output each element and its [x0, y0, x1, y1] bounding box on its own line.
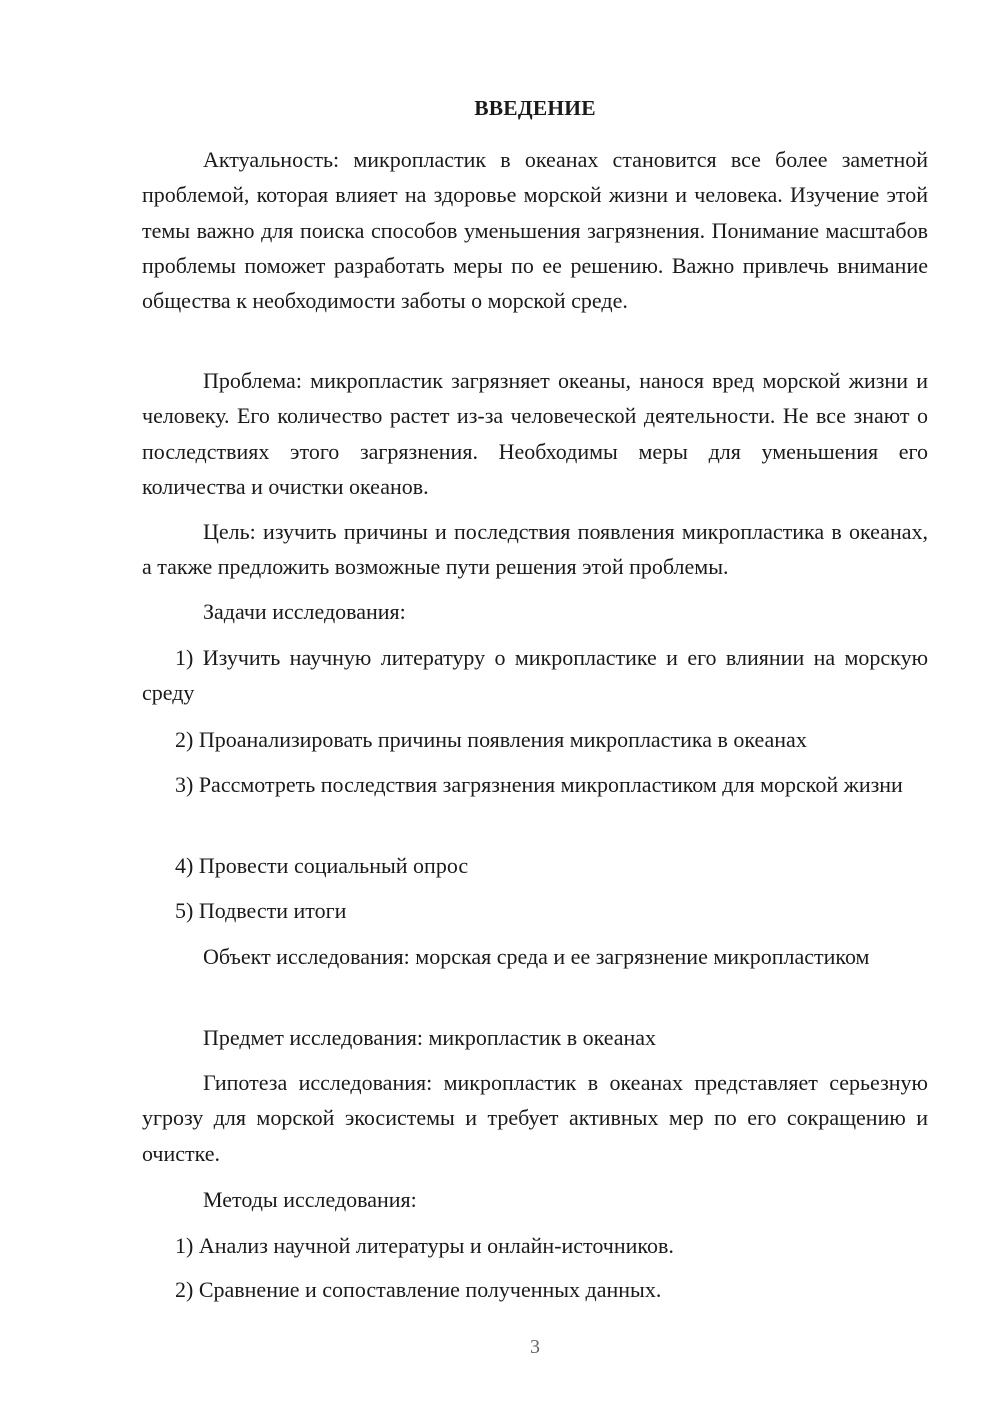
list-item-task-1: 1) Изучить научную литературу о микропластике и его влиянии на морскую среду — [142, 645, 928, 706]
list-item-method-2: 2) Сравнение и сопоставление полученных данных. — [175, 1277, 662, 1302]
paragraph-relevance: Актуальность: микропластик в океанах становится все более заметной проблемой, которая влияет на здоровье морской жизни и человека. Изучение этой темы важно для поиска способов уменьшения загрязнения. Понимание масштабов проблемы поможет разработать меры по ее решению. Важно привлечь внимание общества к необходимости заботы о морской среде. — [142, 147, 928, 314]
list-item-task-2: 2) Проанализировать причины появления микропластика в океанах — [175, 727, 807, 752]
paragraph-object: Объект исследования: морская среда и ее загрязнение микропластиком — [203, 944, 870, 969]
page-number: 3 — [530, 1336, 540, 1358]
paragraph-methods-heading: Методы исследования: — [203, 1187, 417, 1212]
list-item-task-5: 5) Подвести итоги — [175, 898, 347, 923]
paragraph-subject: Предмет исследования: микропластик в океанах — [203, 1025, 657, 1050]
paragraph-problem: Проблема: микропластик загрязняет океаны, нанося вред морской жизни и человеку. Его количество растет из-за человеческой деятельности. Не все знают о последствиях этого загрязнения. Необходимы меры для уменьшения его количества и очистки океанов. — [142, 368, 928, 499]
list-item-task-4: 4) Провести социальный опрос — [175, 853, 469, 878]
list-item-method-1: 1) Анализ научной литературы и онлайн-источников. — [175, 1233, 674, 1258]
paragraph-goal: Цель: изучить причины и последствия появления микропластика в океанах, а также предложить возможные пути решения этой проблемы. — [142, 519, 928, 580]
list-item-task-3: 3) Рассмотреть последствия загрязнения микропластиком для морской жизни — [175, 772, 903, 797]
paragraph-tasks-heading: Задачи исследования: — [203, 599, 406, 624]
page-title: ВВЕДЕНИЕ — [474, 96, 596, 120]
paragraph-hypothesis: Гипотеза исследования: микропластик в океанах представляет серьезную угрозу для морской экосистемы и требует активных мер по его сокращению и очистке. — [142, 1070, 928, 1166]
